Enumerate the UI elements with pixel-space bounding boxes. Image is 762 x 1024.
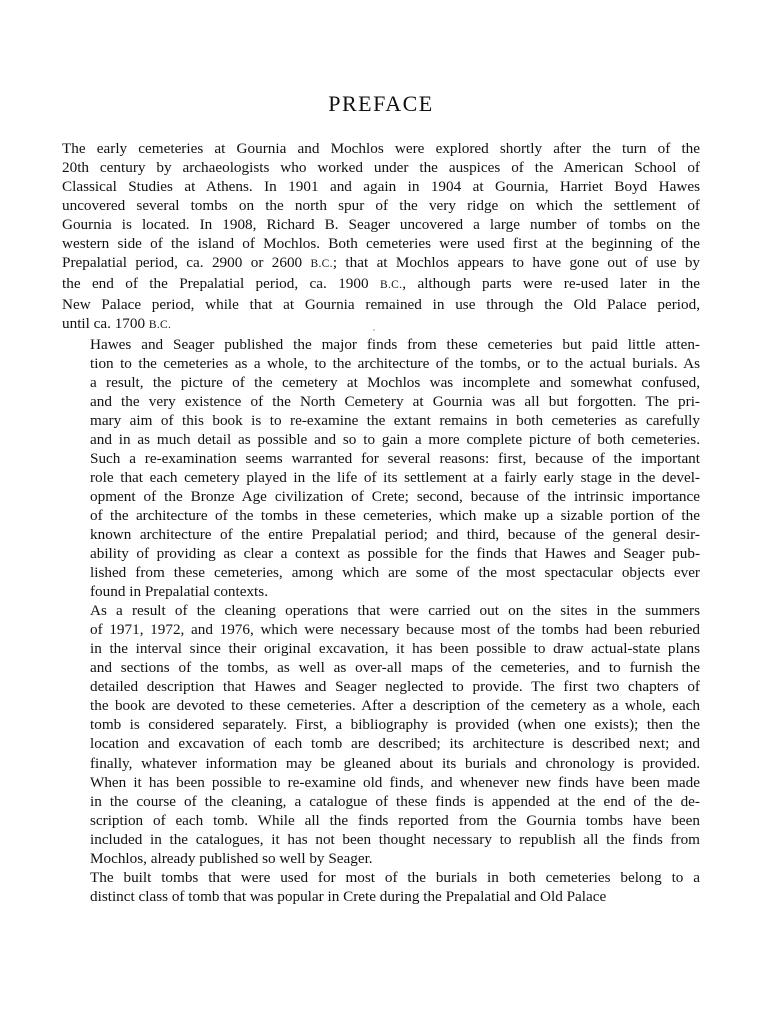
text-line: western side of the island of Mochlos. Both cemeteries were used first at the beginning of the — [62, 235, 700, 253]
text-line: location and excavation of each tomb are described; its architecture is described next; and — [90, 735, 700, 753]
text-line: Classical Studies at Athens. In 1901 and again in 1904 at Gournia, Harriet Boyd Hawes — [62, 178, 700, 196]
text-line: distinct class of tomb that was popular in Crete during the Prepalatial and Old Palace — [90, 887, 607, 905]
text-line: mary aim of this book is to re-examine the extant remains in both cemeteries as carefully — [90, 412, 700, 430]
text-line: detailed description that Hawes and Seager neglected to provide. The first two chapters of — [90, 678, 700, 696]
text-line: the end of the Prepalatial period, ca. 1900 B.C., although parts were re-used later in the — [62, 275, 700, 293]
scan-speck — [373, 329, 375, 331]
text-line: and sections of the tombs, as well as over-all maps of the cemeteries, and to furnish the — [90, 659, 700, 677]
preface-body — [62, 139, 700, 906]
text-line: known architecture of the entire Prepalatial period; and third, because of the general desir- — [90, 526, 700, 544]
text-line: As a result of the cleaning operations that were carried out on the sites in the summers — [90, 602, 700, 620]
text-line: 20th century by archaeologists who worked under the auspices of the American School of — [62, 159, 700, 177]
text-line: and the very existence of the North Cemetery at Gournia was all but forgotten. The pri- — [90, 393, 700, 411]
text-line: in the interval since their original excavation, it has been possible to draw actual-state plans — [90, 640, 700, 658]
text-line: of 1971, 1972, and 1976, which were necessary because most of the tombs had been reburied — [90, 621, 700, 639]
text-line: Mochlos, already published so well by Seager. — [90, 849, 373, 867]
text-line: opment of the Bronze Age civilization of Crete; second, because of the intrinsic importance — [90, 488, 700, 506]
text-line: uncovered several tombs on the north spur of the very ridge on which the settlement of — [62, 197, 700, 215]
text-line: found in Prepalatial contexts. — [90, 583, 268, 601]
text-line: Hawes and Seager published the major finds from these cemeteries but paid little atten- — [90, 336, 700, 354]
text-line: the book are devoted to these cemeteries. After a description of the cemetery as a whole, each — [90, 697, 700, 715]
page-title: PREFACE — [328, 91, 434, 116]
text-line: Such a re-examination seems warranted for several reasons: first, because of the important — [90, 450, 700, 468]
paragraph — [62, 601, 700, 867]
text-line: and in as much detail as possible and so to gain a more complete picture of both cemeteries. — [90, 431, 700, 449]
paragraph — [62, 335, 700, 601]
text-line: Gournia is located. In 1908, Richard B. Seager uncovered a large number of tombs on the — [62, 216, 700, 234]
text-line: a result, the picture of the cemetery at Mochlos was incomplete and somewhat confused, — [90, 374, 700, 392]
text-line: ability of providing as clear a context as possible for the finds that Hawes and Seager pub- — [90, 545, 700, 563]
paragraph — [62, 139, 700, 335]
text-line: When it has been possible to re-examine old finds, and whenever new finds have been made — [90, 773, 700, 791]
text-line: finally, whatever information may be gleaned about its burials and chronology is provided. — [90, 754, 700, 772]
text-line: The early cemeteries at Gournia and Mochlos were explored shortly after the turn of the — [62, 140, 700, 157]
text-line: tomb is considered separately. First, a bibliography is provided (when one exists); then the — [90, 716, 700, 734]
text-line: scription of each tomb. While all the finds reported from the Gournia tombs have been — [90, 811, 700, 829]
paragraph — [62, 868, 700, 906]
text-line: tion to the cemeteries as a whole, to the architecture of the tombs, or to the actual burials. As — [90, 355, 700, 373]
text-line: until ca. 1700 B.C. — [62, 315, 172, 333]
text-line: Prepalatial period, ca. 2900 or 2600 B.C.; that at Mochlos appears to have gone out of use by — [62, 254, 701, 272]
text-line: lished from these cemeteries, among which are some of the most spectacular objects ever — [90, 564, 700, 582]
text-line: The built tombs that were used for most of the burials in both cemeteries belong to a — [90, 868, 700, 886]
text-line: New Palace period, while that at Gournia remained in use through the Old Palace period, — [62, 296, 700, 314]
text-line: included in the catalogues, it has not been thought necessary to republish all the finds from — [90, 830, 700, 848]
text-line: of the architecture of the tombs in these cemeteries, which make up a sizable portion of the — [90, 507, 700, 525]
text-line: role that each cemetery played in the life of its settlement at a fairly early stage in the devel- — [90, 469, 700, 487]
text-line: in the course of the cleaning, a catalogue of these finds is appended at the end of the de- — [90, 792, 700, 810]
